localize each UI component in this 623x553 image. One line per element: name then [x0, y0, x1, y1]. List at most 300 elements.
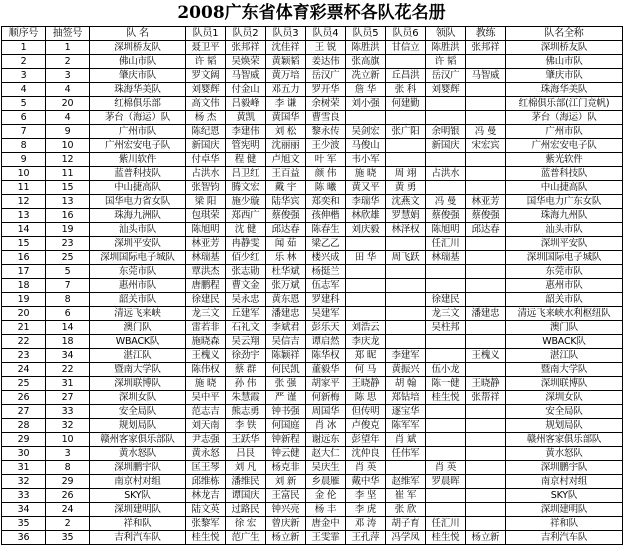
cell-player2: 吴焕荣: [226, 55, 266, 69]
cell-player3: 黄颖韬: [266, 55, 306, 69]
cell-order: 20: [2, 307, 46, 321]
cell-order: 30: [2, 447, 46, 461]
cell-player2: 腾文宏: [226, 181, 266, 195]
cell-order: 14: [2, 223, 46, 237]
table-row: [2, 69, 623, 83]
table-row: [2, 363, 623, 377]
cell-leader: [426, 335, 466, 349]
cell-coach: 邱达春: [466, 223, 506, 237]
cell-player4: 孩伸楷: [306, 209, 346, 223]
cell-player4: 伍志军: [306, 279, 346, 293]
cell-leader: [426, 111, 466, 125]
cell-coach: [466, 447, 506, 461]
cell-player3: 张 强: [266, 377, 306, 391]
cell-coach: 杨立新: [466, 531, 506, 545]
cell-player4: 彭乐天: [306, 321, 346, 335]
cell-coach: [466, 251, 506, 265]
cell-coach: 王槐义: [466, 349, 506, 363]
cell-coach: 张邦祥: [466, 41, 506, 55]
header-cell-player6: 队员6: [386, 27, 426, 41]
cell-player5: 王孔萍: [346, 531, 386, 545]
cell-coach: [466, 83, 506, 97]
cell-player1: 桂生悦: [186, 531, 226, 545]
cell-player6: [386, 307, 426, 321]
cell-player6: [386, 461, 426, 475]
cell-player1: 邱维栋: [186, 475, 226, 489]
cell-player5: 卢俊克: [346, 419, 386, 433]
cell-team: 深圳女队: [90, 391, 186, 405]
cell-team: SKY队: [90, 489, 186, 503]
table-row: [2, 167, 623, 181]
cell-player2: 曹文金: [226, 279, 266, 293]
cell-leader: [426, 433, 466, 447]
cell-player6: 周飞跃: [386, 251, 426, 265]
cell-team: 深圳联博队: [90, 377, 186, 391]
cell-fullname: 深圳国际电子城队: [506, 251, 623, 265]
cell-player1: 杨 杰: [186, 111, 226, 125]
cell-player6: [386, 139, 426, 153]
cell-team: 规划局队: [90, 419, 186, 433]
cell-fullname: 深圳平安队: [506, 237, 623, 251]
cell-team: 东莞市队: [90, 265, 186, 279]
cell-player2: 程 健: [226, 153, 266, 167]
table-row: [2, 475, 623, 489]
cell-draw: 29: [46, 475, 90, 489]
cell-order: 28: [2, 419, 46, 433]
cell-player6: 丘昌洪: [386, 69, 426, 83]
cell-order: 19: [2, 293, 46, 307]
cell-fullname: 蓝普科技队: [506, 167, 623, 181]
cell-player2: 管宪明: [226, 139, 266, 153]
cell-fullname: 佛山市队: [506, 55, 623, 69]
cell-fullname: 清远飞来峡水利枢纽队: [506, 307, 623, 321]
cell-player4: 梁乙乙: [306, 237, 346, 251]
cell-player2: 施少璇: [226, 195, 266, 209]
cell-fullname: 赣州客家俱乐部队: [506, 433, 623, 447]
cell-team: 珠海九洲队: [90, 209, 186, 223]
cell-player5: 郑 昵: [346, 349, 386, 363]
cell-fullname: 东莞市队: [506, 265, 623, 279]
cell-player5: 肖 英: [346, 461, 386, 475]
cell-player5: 彭望年: [346, 433, 386, 447]
cell-player6: 沈燕文: [386, 195, 426, 209]
cell-player4: 王少波: [306, 139, 346, 153]
cell-order: 5: [2, 97, 46, 111]
header-cell-order: 顺序号: [2, 27, 46, 41]
cell-coach: [466, 55, 506, 69]
cell-player6: 李建军: [386, 349, 426, 363]
cell-leader: 岳汉广: [426, 69, 466, 83]
cell-leader: 蔡俊强: [426, 209, 466, 223]
cell-player1: 林瑞基: [186, 251, 226, 265]
cell-fullname: 安全局队: [506, 405, 623, 419]
cell-order: 9: [2, 153, 46, 167]
cell-draw: 1: [46, 41, 90, 55]
cell-leader: 桂生悦: [426, 391, 466, 405]
cell-player4: 何新梅: [306, 391, 346, 405]
cell-player4: 陈华权: [306, 349, 346, 363]
cell-player4: 谢远东: [306, 433, 346, 447]
table-row: [2, 377, 623, 391]
cell-player3: 陆华宾: [266, 195, 306, 209]
cell-draw: 9: [46, 125, 90, 139]
cell-coach: 林亚芳: [466, 195, 506, 209]
cell-player2: 王跃华: [226, 433, 266, 447]
cell-team: 暨南大学队: [90, 363, 186, 377]
cell-player4: 吴庆生: [306, 461, 346, 475]
table-row: [2, 237, 623, 251]
cell-player5: 马俊山: [346, 139, 386, 153]
cell-leader: 陈胜洪: [426, 41, 466, 55]
cell-team: 深圳桥友队: [90, 41, 186, 55]
header-cell-fullname: 队名全称: [506, 27, 623, 41]
cell-draw: 16: [46, 209, 90, 223]
cell-coach: [466, 433, 506, 447]
cell-leader: 刘婴辉: [426, 83, 466, 97]
cell-player5: 戴中华: [346, 475, 386, 489]
cell-leader: [426, 97, 466, 111]
cell-player2: 吕卫红: [226, 167, 266, 181]
cell-draw: 31: [46, 377, 90, 391]
cell-player6: [386, 111, 426, 125]
cell-team: 茅台（海运）队: [90, 111, 186, 125]
header-cell-team: 队 名: [90, 27, 186, 41]
cell-player3: 钟新程: [266, 433, 306, 447]
cell-coach: [466, 335, 506, 349]
cell-player2: 沈 健: [226, 223, 266, 237]
cell-player6: 周 翊: [386, 167, 426, 181]
cell-team: 澳门队: [90, 321, 186, 335]
cell-draw: 5: [46, 265, 90, 279]
table-row: [2, 503, 623, 517]
cell-player4: 罗开华: [306, 83, 346, 97]
cell-player1: 雷若非: [186, 321, 226, 335]
cell-team: 汕头市队: [90, 223, 186, 237]
cell-draw: 8: [46, 293, 90, 307]
cell-leader: 余明银: [426, 125, 466, 139]
cell-player3: 王富民: [266, 489, 306, 503]
cell-draw: 20: [46, 97, 90, 111]
cell-player4: 陈春生: [306, 223, 346, 237]
cell-player1: 刘天南: [186, 419, 226, 433]
cell-coach: 冯 曼: [466, 125, 506, 139]
cell-player5: [346, 293, 386, 307]
cell-player3: 杨克非: [266, 461, 306, 475]
cell-player5: 李瑞华: [346, 195, 386, 209]
cell-player5: 李 坚: [346, 489, 386, 503]
cell-draw: 33: [46, 405, 90, 419]
table-row: [2, 391, 623, 405]
cell-player2: 谭国庆: [226, 489, 266, 503]
cell-coach: [466, 167, 506, 181]
cell-order: 7: [2, 125, 46, 139]
cell-player3: 钟书强: [266, 405, 306, 419]
cell-team: 广州市队: [90, 125, 186, 139]
cell-coach: 宋宏宾: [466, 139, 506, 153]
cell-draw: 12: [46, 153, 90, 167]
cell-player3: 吴信吉: [266, 335, 306, 349]
cell-fullname: 珠海华美队: [506, 83, 623, 97]
cell-player6: [386, 55, 426, 69]
cell-draw: 19: [46, 223, 90, 237]
cell-player5: 何 马: [346, 363, 386, 377]
cell-player1: 包琪荣: [186, 209, 226, 223]
table-row: [2, 335, 623, 349]
cell-order: 11: [2, 181, 46, 195]
cell-fullname: 汕头市队: [506, 223, 623, 237]
cell-coach: [466, 97, 506, 111]
cell-player4: 颜 伟: [306, 167, 346, 181]
cell-team: 赣州客家俱乐部队: [90, 433, 186, 447]
cell-fullname: 深圳女队: [506, 391, 623, 405]
table-row: [2, 55, 623, 69]
roster-table: [1, 26, 623, 545]
cell-player4: 赵大仁: [306, 447, 346, 461]
cell-draw: 25: [46, 251, 90, 265]
cell-player1: 吴中平: [186, 391, 226, 405]
cell-player6: 肖 斌: [386, 433, 426, 447]
cell-leader: [426, 349, 466, 363]
cell-team: 紫川软件: [90, 153, 186, 167]
table-row: [2, 531, 623, 545]
table-row: [2, 209, 623, 223]
cell-order: 24: [2, 363, 46, 377]
cell-draw: 34: [46, 349, 90, 363]
cell-order: 21: [2, 321, 46, 335]
cell-fullname: 深圳联博队: [506, 377, 623, 391]
cell-player6: 黄振兴: [386, 363, 426, 377]
cell-leader: 伍小龙: [426, 363, 466, 377]
cell-player6: 何建勤: [386, 97, 426, 111]
cell-draw: 3: [46, 69, 90, 83]
cell-player5: [346, 279, 386, 293]
cell-team: 国华电力省女队: [90, 195, 186, 209]
cell-player3: 李 谦: [266, 97, 306, 111]
cell-draw: 2: [46, 55, 90, 69]
cell-order: 12: [2, 195, 46, 209]
cell-player4: 岳汉广: [306, 69, 346, 83]
cell-player4: 王 锐: [306, 41, 346, 55]
cell-player5: 詹 华: [346, 83, 386, 97]
cell-leader: 吴柱邦: [426, 321, 466, 335]
cell-player3: 张万斌: [266, 279, 306, 293]
cell-player2: 佰少红: [226, 251, 266, 265]
cell-player2: 张邦祥: [226, 41, 266, 55]
cell-leader: [426, 181, 466, 195]
cell-player5: 张高旗: [346, 55, 386, 69]
cell-player4: 吴建军: [306, 307, 346, 321]
cell-fullname: 肇庆市队: [506, 69, 623, 83]
cell-coach: [466, 265, 506, 279]
cell-player5: 王晓静: [346, 377, 386, 391]
header-cell-player2: 队员2: [226, 27, 266, 41]
header-cell-leader: 领队: [426, 27, 466, 41]
cell-player2: 石礼文: [226, 321, 266, 335]
cell-player4: 叶 军: [306, 153, 346, 167]
cell-fullname: 韶关市队: [506, 293, 623, 307]
cell-leader: 罗晨晖: [426, 475, 466, 489]
cell-fullname: 深圳建明队: [506, 503, 623, 517]
cell-player2: 张志勋: [226, 265, 266, 279]
cell-player3: 闻 茹: [266, 237, 306, 251]
cell-player6: [386, 279, 426, 293]
cell-fullname: 深圳桥友队: [506, 41, 623, 55]
table-row: [2, 433, 623, 447]
cell-player4: 肖 冰: [306, 419, 346, 433]
cell-player1: 许 韬: [186, 55, 226, 69]
cell-player1: 施晓森: [186, 335, 226, 349]
cell-coach: [466, 517, 506, 531]
cell-player1: 陈伟权: [186, 363, 226, 377]
cell-player2: 吕毅峰: [226, 97, 266, 111]
cell-player5: 李 虎: [346, 503, 386, 517]
cell-player4: 黎永传: [306, 125, 346, 139]
cell-player4: 谭启然: [306, 335, 346, 349]
cell-order: 18: [2, 279, 46, 293]
cell-player5: [346, 307, 386, 321]
cell-order: 33: [2, 489, 46, 503]
cell-order: 35: [2, 517, 46, 531]
cell-player2: 丘建军: [226, 307, 266, 321]
cell-player2: 李 铁: [226, 419, 266, 433]
table-row: [2, 83, 623, 97]
cell-order: 34: [2, 503, 46, 517]
cell-draw: 13: [46, 195, 90, 209]
cell-player1: 新国庆: [186, 139, 226, 153]
cell-draw: 8: [46, 461, 90, 475]
cell-draw: 32: [46, 419, 90, 433]
cell-order: 2: [2, 55, 46, 69]
cell-player2: 李建伟: [226, 125, 266, 139]
table-row: [2, 125, 623, 139]
header-cell-player5: 队员5: [346, 27, 386, 41]
cell-player2: 付金山: [226, 83, 266, 97]
cell-fullname: 湛江队: [506, 349, 623, 363]
cell-player6: 罗慧娟: [386, 209, 426, 223]
cell-leader: 冯 曼: [426, 195, 466, 209]
cell-fullname: 澳门队: [506, 321, 623, 335]
cell-order: 23: [2, 349, 46, 363]
table-row: [2, 111, 623, 125]
cell-team: 深圳国际电子城队: [90, 251, 186, 265]
cell-team: 黄水怒队: [90, 447, 186, 461]
cell-leader: 任汇川: [426, 517, 466, 531]
cell-player5: 林欣雄: [346, 209, 386, 223]
cell-player3: 卢旭文: [266, 153, 306, 167]
cell-fullname: WBACK队: [506, 335, 623, 349]
cell-player3: 李斌君: [266, 321, 306, 335]
cell-player5: 邓 涛: [346, 517, 386, 531]
cell-player5: 李庆龙: [346, 335, 386, 349]
cell-player3: 黄万培: [266, 69, 306, 83]
cell-player1: 匡王琴: [186, 461, 226, 475]
cell-draw: 18: [46, 335, 90, 349]
cell-player4: 余树荣: [306, 97, 346, 111]
cell-draw: 27: [46, 391, 90, 405]
cell-player6: 郑钻培: [386, 391, 426, 405]
cell-player3: 刘 新: [266, 475, 306, 489]
cell-leader: 陈一健: [426, 377, 466, 391]
cell-player2: 蔡 群: [226, 363, 266, 377]
header-cell-coach: 教练: [466, 27, 506, 41]
table-row: [2, 251, 623, 265]
cell-team: 湛江队: [90, 349, 186, 363]
cell-player3: 何国庭: [266, 419, 306, 433]
cell-player2: 过路民: [226, 503, 266, 517]
cell-player5: [346, 265, 386, 279]
table-row: [2, 139, 623, 153]
cell-player2: 潘维民: [226, 475, 266, 489]
table-row: [2, 349, 623, 363]
table-row: [2, 41, 623, 55]
cell-player1: 聂卫平: [186, 41, 226, 55]
cell-player2: 朱慧霞: [226, 391, 266, 405]
cell-order: 27: [2, 405, 46, 419]
cell-player1: 林龙吉: [186, 489, 226, 503]
cell-coach: [466, 153, 506, 167]
cell-draw: 4: [46, 111, 90, 125]
cell-player4: 董毅华: [306, 363, 346, 377]
cell-player4: 楼兴成: [306, 251, 346, 265]
cell-draw: 35: [46, 531, 90, 545]
cell-player5: 刘浩云: [346, 321, 386, 335]
cell-player3: 杨立新: [266, 531, 306, 545]
table-row: [2, 517, 623, 531]
cell-coach: [466, 475, 506, 489]
cell-player3: 钟云健: [266, 447, 306, 461]
cell-order: 31: [2, 461, 46, 475]
cell-player2: 郑西广: [226, 209, 266, 223]
cell-leader: [426, 503, 466, 517]
cell-player2: 吴云翔: [226, 335, 266, 349]
cell-player3: 严 谨: [266, 391, 306, 405]
table-row: [2, 195, 623, 209]
cell-player6: 任伟军: [386, 447, 426, 461]
cell-player2: 吴永忠: [226, 293, 266, 307]
cell-player5: 冼立新: [346, 69, 386, 83]
cell-coach: [466, 405, 506, 419]
cell-player2: 徐劲宇: [226, 349, 266, 363]
cell-player2: 徐 宏: [226, 517, 266, 531]
cell-player5: 沈仲良: [346, 447, 386, 461]
cell-player5: 施 晓: [346, 167, 386, 181]
cell-fullname: 广州宏安电子队: [506, 139, 623, 153]
cell-coach: [466, 419, 506, 433]
cell-player3: 杜华斌: [266, 265, 306, 279]
cell-player5: [346, 237, 386, 251]
cell-player3: 黄东恩: [266, 293, 306, 307]
header-cell-player4: 队员4: [306, 27, 346, 41]
cell-leader: 龙三文: [426, 307, 466, 321]
table-row: [2, 447, 623, 461]
cell-team: 深圳建明队: [90, 503, 186, 517]
cell-team: 广州宏安电子队: [90, 139, 186, 153]
cell-order: 26: [2, 391, 46, 405]
cell-order: 16: [2, 251, 46, 265]
cell-leader: 许 韬: [426, 55, 466, 69]
cell-fullname: 祥和队: [506, 517, 623, 531]
cell-fullname: 茅台（海运）队: [506, 111, 623, 125]
cell-team: 吉利汽车队: [90, 531, 186, 545]
cell-coach: [466, 503, 506, 517]
cell-leader: [426, 419, 466, 433]
cell-draw: 14: [46, 321, 90, 335]
cell-draw: 2: [46, 517, 90, 531]
cell-player1: 陈旭明: [186, 223, 226, 237]
cell-fullname: 惠州市队: [506, 279, 623, 293]
cell-draw: 3: [46, 447, 90, 461]
cell-fullname: 国华电力广东女队: [506, 195, 623, 209]
